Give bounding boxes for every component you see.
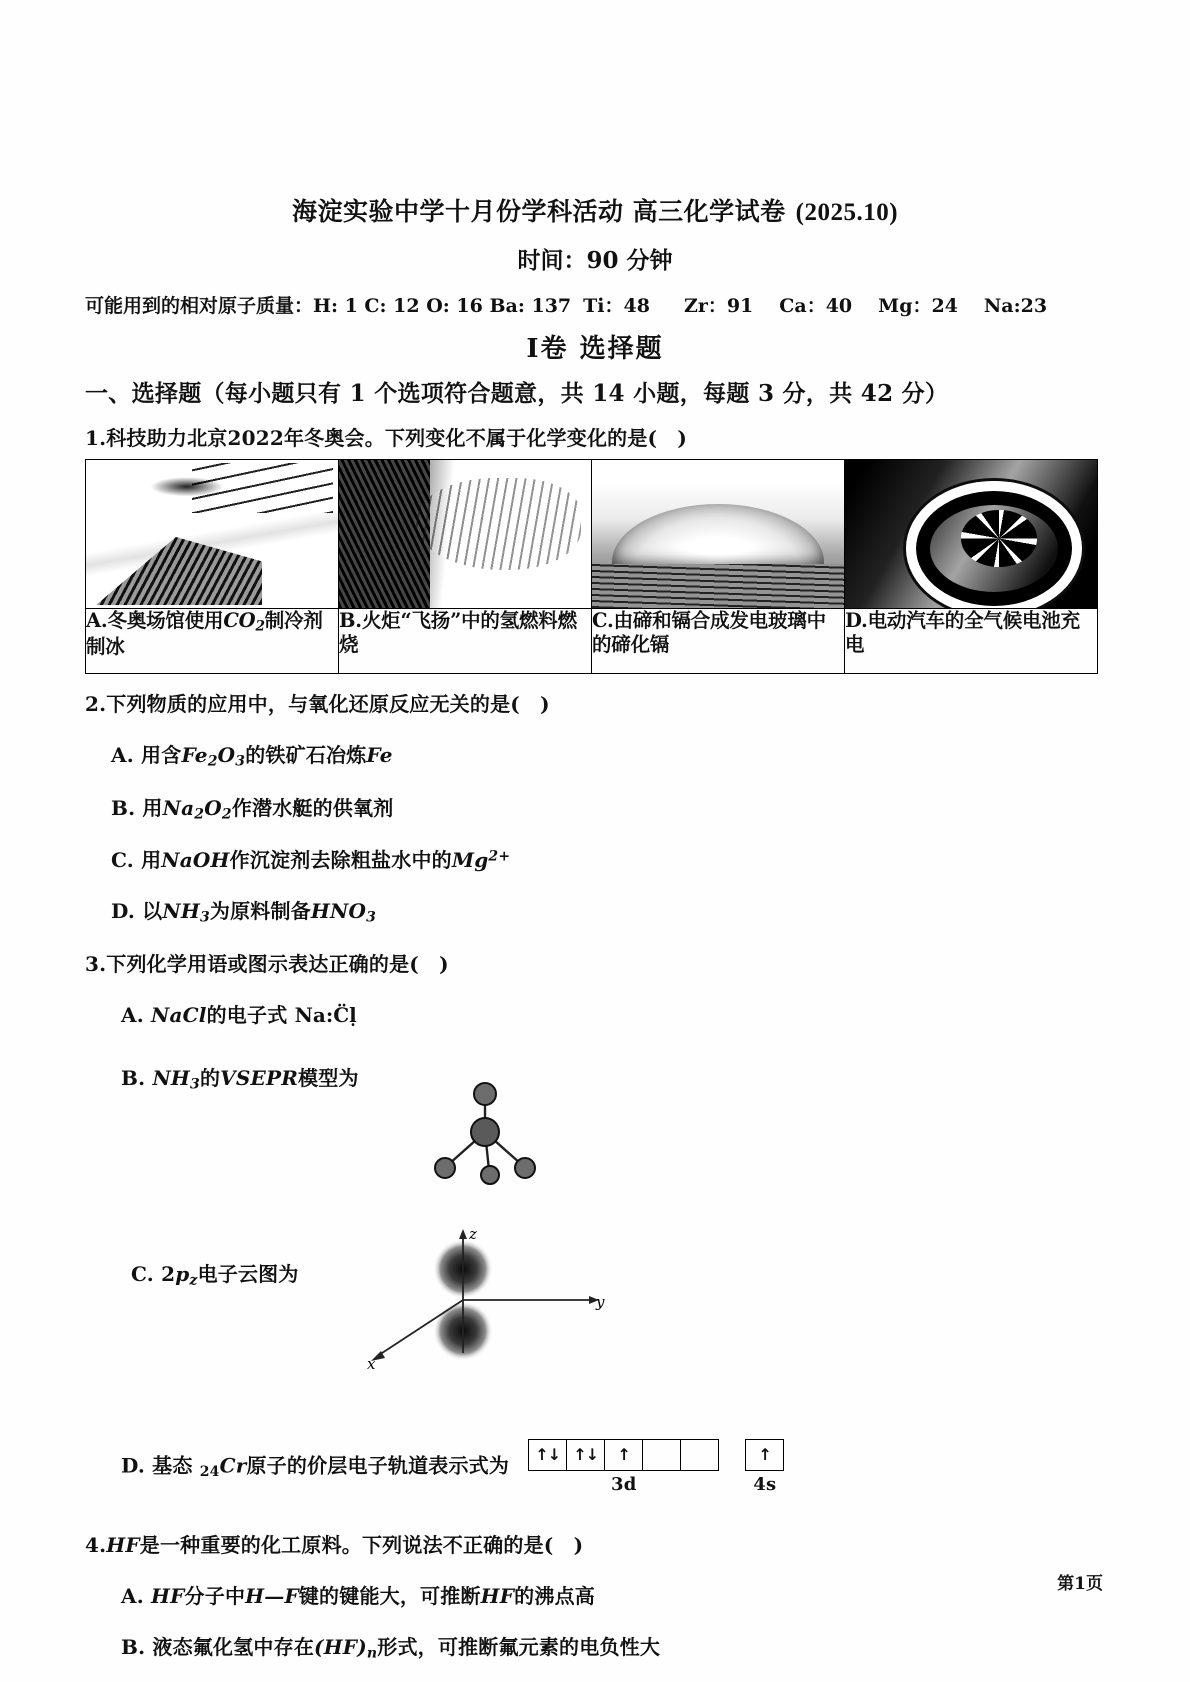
masses-group-2: Ti：48: [583, 295, 650, 317]
caption-c: C.由碲和镉合成发电玻璃中的碲化镉: [592, 609, 845, 674]
orbital-group-4s: [745, 1439, 784, 1495]
question-3-stem: [85, 948, 1105, 977]
orbital-box: ↑↓: [528, 1439, 566, 1471]
exam-title-date: (2025.10): [795, 199, 899, 226]
table-row-captions: [86, 609, 1098, 674]
snow-ramp-photo: [86, 460, 338, 608]
question-2-option-d: D. 以$NH_3$为原料制备$HNO_3$: [111, 899, 377, 926]
page-number: 第1页: [1057, 1574, 1103, 1594]
orbital-label-4s: 4s: [753, 1473, 777, 1495]
caption-a: [86, 609, 339, 674]
question-2-stem: [85, 688, 1105, 717]
cell-image-a: [86, 460, 339, 609]
question-3-number: 3.: [85, 951, 107, 976]
cell-image-d: [845, 460, 1098, 609]
nacl-lewis-structure: Na:C̈ḷ: [294, 1002, 357, 1027]
orbital-label-3d: 3d: [610, 1473, 637, 1495]
table-row-images: [86, 460, 1098, 609]
orbital-box: ↑: [604, 1439, 642, 1471]
torch-flame-photo: [339, 460, 591, 608]
question-2-option-b: B. 用$Na_2O_2$作潜水艇的供氧剂: [111, 795, 394, 822]
caption-b: B.火炬“飞扬”中的氢燃料燃烧: [339, 609, 592, 674]
question-1-image-table: [85, 459, 1098, 674]
question-3-text: 下列化学用语或图示表达正确的是( ): [106, 951, 449, 976]
cr-orbital-notation: [528, 1439, 784, 1495]
caption-a-text: A.冬奥场馆使用$CO_2$制冷剂制冰: [86, 609, 323, 659]
masses-group-4: Ca：40: [779, 295, 853, 317]
orbital-boxes-3d: [528, 1439, 719, 1471]
axis-label-x: x: [367, 1354, 376, 1373]
orbital-box: ↑: [745, 1439, 784, 1471]
question-4-stem: 4.HF是一种重要的化工原料。下列说法不正确的是( ): [85, 1532, 584, 1557]
cell-image-b: [339, 460, 592, 609]
section-heading: I卷 选择题: [526, 334, 664, 364]
masses-group-1: H: 1 C: 12 O: 16 Ba: 137: [313, 295, 572, 317]
exam-duration: 时间：90 分钟: [517, 247, 673, 274]
masses-group-6: Na:23: [983, 295, 1048, 317]
exam-title-text: 海淀实验中学十月份学科活动 高三化学试卷: [291, 197, 786, 226]
caption-d: D.电动汽车的全气候电池充电: [845, 609, 1098, 674]
question-2-text: 下列物质的应用中，与氧化还原反应无关的是( ): [106, 692, 550, 716]
question-3-option-c: C. $2p_z$电子云图为: [131, 1262, 299, 1289]
masses-label: 可能用到的相对原子质量：: [85, 295, 314, 317]
question-4-option-a: A. HF分子中H—F键的键能大，可推断HF的沸点高: [121, 1583, 595, 1608]
cell-image-c: [592, 460, 845, 609]
axis-label-y: y: [596, 1292, 605, 1311]
question-3-option-b: B. $NH_3$的VSEPR模型为: [121, 1065, 359, 1092]
orbital-box: ↑↓: [566, 1439, 604, 1471]
orbital-boxes-4s: [745, 1439, 784, 1471]
vsepr-diagram-wrap: [85, 1092, 1105, 1182]
axis-label-z: z: [469, 1224, 477, 1243]
question-4-number: 4.: [85, 1532, 107, 1557]
pz-orbital-cloud-icon: [353, 1223, 613, 1373]
orbital-box: [642, 1439, 680, 1471]
question-1-number: 1.: [85, 426, 107, 450]
masses-group-3: Zr：91: [683, 295, 754, 317]
question-2-number: 2.: [85, 692, 107, 716]
question-1-stem: [85, 422, 1105, 451]
question-3-option-a: A. NaCl的电子式 Na:C̈ḷ: [121, 1002, 357, 1027]
ev-charging-photo: [845, 460, 1097, 608]
masses-group-5: Mg：24: [878, 295, 958, 317]
part-instruction: 一、选择题（每小题只有 1 个选项符合题意，共 14 小题，每题 3 分，共 42 分）: [85, 380, 949, 407]
relative-atomic-masses: [85, 291, 1105, 318]
question-2-option-a: A. 用含$Fe_2O_3$的铁矿石冶炼Fe: [111, 743, 393, 770]
page-title: [85, 192, 1105, 228]
stadium-dome-photo: [592, 460, 844, 608]
question-2-option-c: C. 用NaOH作沉淀剂去除粗盐水中的$Mg^{2+}$: [111, 848, 511, 872]
question-4-option-b: B. 液态氟化氢中存在$(HF)_n$形式，可推断氟元素的电负性大: [121, 1634, 661, 1661]
question-1-text: 科技助力北京2022年冬奥会。下列变化不属于化学变化的是( ): [106, 426, 688, 450]
orbital-box: [680, 1439, 719, 1471]
question-3-option-d: D. 基态 $_{24}$Cr原子的价层电子轨道表示式为 ↑↓ ↑↓ ↑ 3d ↑ 4s: [121, 1439, 1105, 1495]
orbital-group-3d: [528, 1439, 719, 1495]
page-sheet: [85, 0, 1105, 1682]
vsepr-model-icon: [415, 1078, 555, 1188]
